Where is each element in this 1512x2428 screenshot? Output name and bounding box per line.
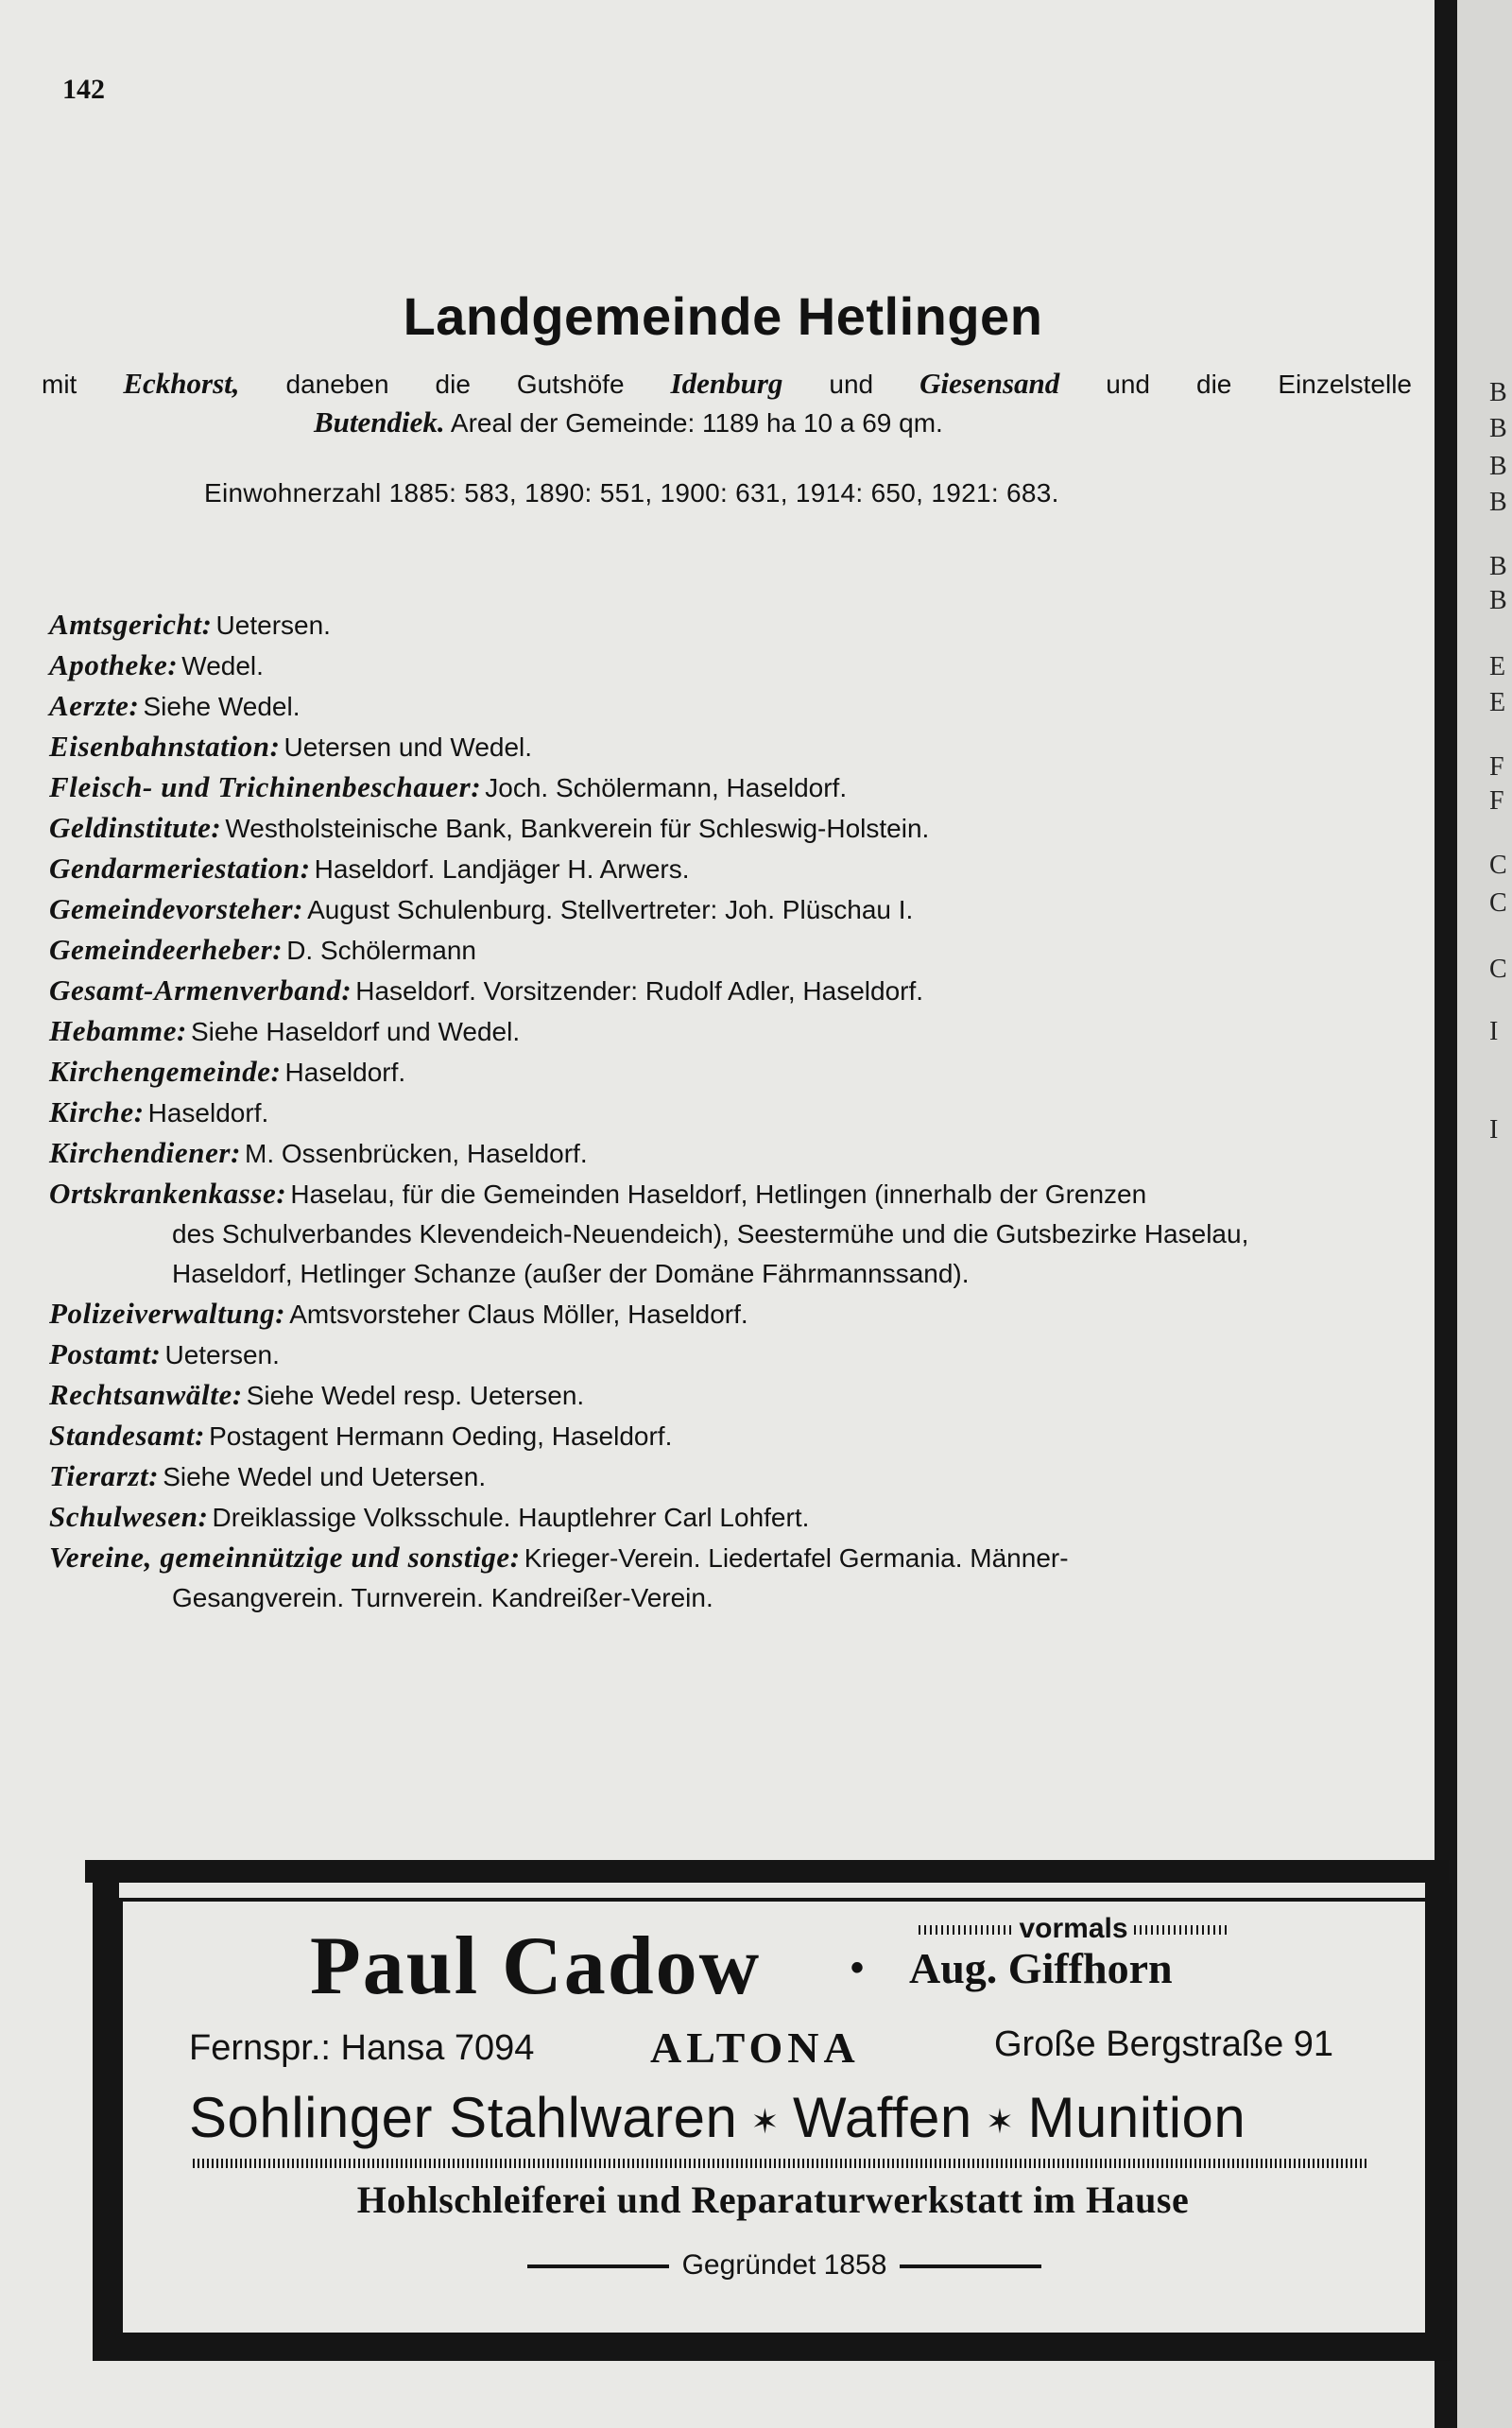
entry-value: Uetersen und Wedel. <box>284 732 533 762</box>
adjacent-page-letter: B <box>1489 552 1507 581</box>
directory-entry <box>49 930 1438 971</box>
entry-continuation: Gesangverein. Turnverein. Kandreißer-Verein. <box>172 1583 713 1612</box>
adjacent-page-letter: I <box>1489 1017 1499 1046</box>
directory-entry <box>49 605 1438 646</box>
entry-key: Polizeiverwaltung: <box>49 1297 286 1330</box>
entry-key: Schulwesen: <box>49 1500 209 1533</box>
entry-key: Standesamt: <box>49 1419 206 1452</box>
adjacent-page-letter: B <box>1489 378 1507 407</box>
directory-entry <box>49 1416 1438 1456</box>
entry-key: Gesamt-Armenverband: <box>49 973 352 1007</box>
entry-continuation: Haseldorf, Hetlinger Schanze (außer der Domäne Fährmannssand). <box>172 1259 970 1288</box>
entry-value: Uetersen. <box>215 611 331 640</box>
population-census: Einwohnerzahl 1885: 583, 1890: 551, 1900: 631, 1914: 650, 1921: 683. <box>204 478 1059 508</box>
entry-continuation: des Schulverbandes Klevendeich-Neuendeich), Seestermühe und die Gutsbezirke Haselau, <box>172 1219 1249 1248</box>
entry-key: Amtsgericht: <box>49 608 213 641</box>
directory-entry <box>49 646 1438 686</box>
entry-value: Westholsteinische Bank, Bankverein für Schleswig-Holstein. <box>225 814 930 843</box>
ad-formerly-label: vormals <box>911 1913 1236 1945</box>
entry-value: Haseldorf. <box>284 1058 406 1087</box>
adjacent-page-letter: F <box>1489 752 1504 782</box>
entry-key: Gemeindevorsteher: <box>49 892 304 925</box>
intro-text: daneben die Gutshöfe <box>239 370 671 399</box>
directory-entry <box>49 971 1438 1011</box>
ad-border-top <box>85 1860 1449 1883</box>
directory-entry <box>49 889 1438 930</box>
entry-value: Uetersen. <box>164 1340 280 1369</box>
ad-products <box>189 2085 1246 2150</box>
ad-company-name: Paul Cadow <box>310 1920 762 2012</box>
entry-value: D. Schölermann <box>286 936 476 965</box>
adjacent-page-letter: B <box>1489 488 1507 517</box>
adjacent-page-letter: F <box>1489 786 1504 816</box>
entry-key: Eisenbahnstation: <box>49 730 281 763</box>
adjacent-page-letter: B <box>1489 414 1507 443</box>
star-icon: ✶ <box>985 2102 1015 2142</box>
entry-value: Haselau, für die Gemeinden Haseldorf, Hetlingen (innerhalb der Grenzen <box>290 1180 1147 1209</box>
entry-value: Krieger-Verein. Liedertafel Germania. Männer- <box>524 1543 1069 1573</box>
entry-value: Wedel. <box>181 651 264 680</box>
directory-entry <box>49 1133 1438 1174</box>
place-name: Butendiek. <box>314 405 445 439</box>
entry-key: Postamt: <box>49 1337 162 1370</box>
entry-key: Kirche: <box>49 1095 145 1128</box>
directory-entry <box>49 1011 1438 1052</box>
entry-key: Aerzte: <box>49 689 140 722</box>
place-name: Eckhorst, <box>123 367 240 400</box>
intro-line-1 <box>42 365 1412 404</box>
ad-border-left <box>93 1883 119 2344</box>
directory-entry <box>49 1335 1438 1375</box>
entry-key: Geldinstitute: <box>49 811 222 844</box>
intro-paragraph <box>42 365 1412 442</box>
entry-key: Gendarmeriestation: <box>49 852 311 885</box>
entry-value: Dreiklassige Volksschule. Hauptlehrer Carl Lohfert. <box>212 1503 810 1532</box>
adjacent-page-letter: C <box>1489 955 1507 984</box>
entry-key: Kirchengemeinde: <box>49 1055 282 1088</box>
entry-value: Postagent Hermann Oeding, Haseldorf. <box>209 1421 673 1451</box>
directory-entry <box>49 849 1438 889</box>
directory-entry <box>49 1052 1438 1093</box>
directory-entry <box>49 1093 1438 1133</box>
ad-founded-year: Gegründet 1858 <box>510 2249 1058 2282</box>
entry-key: Vereine, gemeinnützige und sonstige: <box>49 1541 521 1574</box>
entry-key: Tierarzt: <box>49 1459 160 1492</box>
entry-value: Siehe Wedel. <box>143 692 301 721</box>
ad-street-address: Große Bergstraße 91 <box>994 2024 1334 2064</box>
area-text: Areal der Gemeinde: 1189 ha 10 a 69 qm. <box>444 408 943 438</box>
directory-entry <box>49 1375 1438 1416</box>
entry-key: Ortskrankenkasse: <box>49 1177 287 1210</box>
directory-entry <box>49 1174 1438 1214</box>
entry-value: Amtsvorsteher Claus Möller, Haseldorf. <box>289 1300 748 1329</box>
directory-entry <box>49 767 1438 808</box>
ad-dotted-rule <box>193 2159 1366 2168</box>
ad-workshop-line: Hohlschleiferei und Reparaturwerkstatt im Hause <box>356 2178 1190 2221</box>
ad-product: Sohlinger Stahlwaren <box>189 2086 738 2149</box>
entry-key: Rechtsanwälte: <box>49 1378 243 1411</box>
intro-line-2 <box>42 404 1412 442</box>
entry-key: Hebamme: <box>49 1014 187 1047</box>
ad-bullet: • <box>850 1947 865 1989</box>
ad-product: Munition <box>1027 2086 1246 2149</box>
entry-value: August Schulenburg. Stellvertreter: Joh. Plüschau I. <box>307 895 914 924</box>
entry-key: Apotheke: <box>49 648 179 681</box>
directory-entry <box>49 1538 1438 1578</box>
adjacent-page-letter: I <box>1489 1115 1499 1145</box>
adjacent-page-letter: C <box>1489 888 1507 918</box>
ad-product: Waffen <box>793 2086 972 2149</box>
adjacent-page-letter: C <box>1489 851 1507 880</box>
intro-text: und <box>782 370 920 399</box>
adjacent-page-letter: E <box>1489 688 1506 717</box>
adjacent-page-letter: B <box>1489 452 1507 481</box>
place-name: Giesensand <box>919 367 1060 400</box>
ad-city: ALTONA <box>650 2023 860 2072</box>
directory-entry <box>49 1456 1438 1497</box>
ad-phone: Fernspr.: Hansa 7094 <box>189 2028 535 2068</box>
adjacent-page-fragment <box>1457 0 1512 2428</box>
page-title: Landgemeinde Hetlingen <box>403 286 1043 346</box>
directory-entries <box>49 605 1438 1618</box>
intro-text: mit <box>42 370 124 399</box>
star-icon: ✶ <box>750 2102 781 2142</box>
ad-former-owner: Aug. Giffhorn <box>909 1944 1173 1992</box>
page-number: 142 <box>62 74 105 105</box>
entry-value: Haseldorf. <box>147 1098 269 1128</box>
intro-text: und die Einzelstelle <box>1059 370 1413 399</box>
entry-key: Fleisch- und Trichinenbeschauer: <box>49 770 482 803</box>
directory-entry <box>49 1294 1438 1335</box>
adjacent-page-letter: E <box>1489 652 1506 681</box>
directory-entry <box>49 808 1438 849</box>
directory-entry <box>49 727 1438 767</box>
directory-entry <box>49 686 1438 727</box>
entry-value: Siehe Wedel und Uetersen. <box>163 1462 487 1491</box>
entry-key: Gemeindeerheber: <box>49 933 284 966</box>
entry-value: Joch. Schölermann, Haseldorf. <box>485 773 848 802</box>
adjacent-page-letter: B <box>1489 586 1507 615</box>
entry-value: Siehe Wedel resp. Uetersen. <box>246 1381 585 1410</box>
ad-border-bottom <box>93 2333 1452 2361</box>
entry-value: M. Ossenbrücken, Haseldorf. <box>245 1139 588 1168</box>
entry-key: Kirchendiener: <box>49 1136 242 1169</box>
entry-value: Siehe Haseldorf und Wedel. <box>190 1017 521 1046</box>
place-name: Idenburg <box>670 367 783 400</box>
directory-entry <box>49 1497 1438 1538</box>
entry-value: Haseldorf. Landjäger H. Arwers. <box>314 854 690 884</box>
entry-value: Haseldorf. Vorsitzender: Rudolf Adler, Haseldorf. <box>355 976 924 1006</box>
